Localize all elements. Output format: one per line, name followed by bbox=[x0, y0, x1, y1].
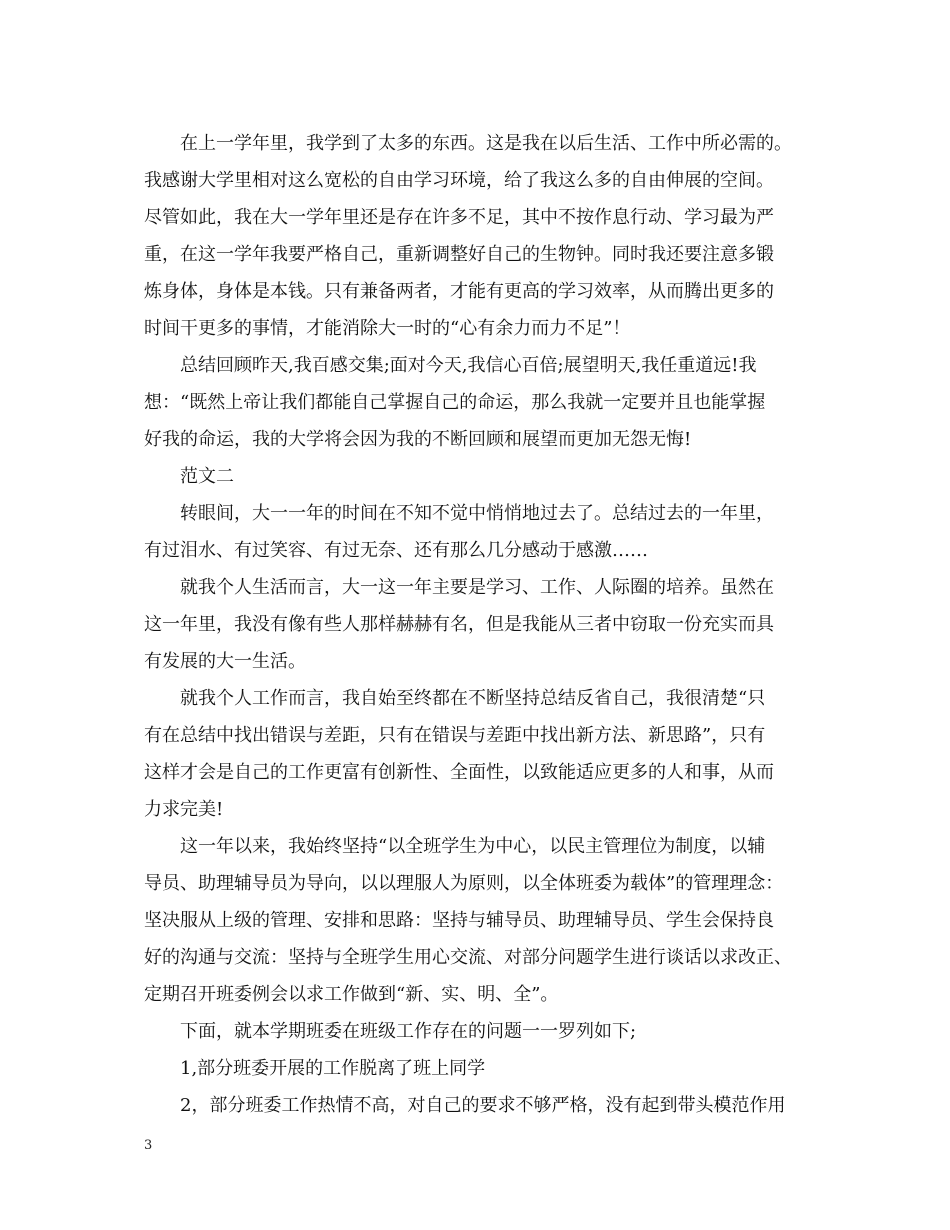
text-line: 这一年以来，我始终坚持“以全班学生为中心，以民主管理位为制度，以辅 bbox=[180, 836, 766, 857]
text-line: 就我个人生活而言，大一这一年主要是学习、工作、人际圈的培养。虽然在 bbox=[180, 577, 774, 598]
text-line: 好我的命运，我的大学将会因为我的不断回顾和展望而更加无怨无悔! bbox=[144, 429, 692, 450]
text-line: 好的沟通与交流：坚持与全班学生用心交流、对部分问题学生进行谈话以求改正、 bbox=[144, 947, 792, 968]
text-line: 在上一学年里，我学到了太多的东西。这是我在以后生活、工作中所必需的。 bbox=[180, 133, 792, 154]
text-line: 有过泪水、有过笑容、有过无奈、还有那么几分感动于感激…… bbox=[144, 540, 648, 561]
page-number: 3 bbox=[144, 1138, 153, 1153]
text-line: 导员、助理辅导员为导向，以以理服人为原则，以全体班委为载体”的管理理念： bbox=[144, 873, 784, 894]
text-line: 定期召开班委例会以求工作做到“新、实、明、全”。 bbox=[144, 984, 559, 1005]
text-line: 2，部分班委工作热情不高，对自己的要求不够严格，没有起到带头模范作用 bbox=[180, 1095, 786, 1116]
text-line: 1,部分班委开展的工作脱离了班上同学 bbox=[180, 1058, 486, 1079]
text-line: 这一年里，我没有像有些人那样赫赫有名，但是我能从三者中窃取一份充实而具 bbox=[144, 614, 774, 635]
text-line: 想：“既然上帝让我们都能自己掌握自己的命运，那么我就一定要并且也能掌握 bbox=[144, 392, 766, 413]
text-line: 下面，就本学期班委在班级工作存在的问题一一罗列如下; bbox=[180, 1021, 637, 1042]
text-line: 时间干更多的事情，才能消除大一时的“心有余力而力不足”！ bbox=[144, 318, 631, 339]
text-line: 转眼间，大一一年的时间在不知不觉中悄悄地过去了。总结过去的一年里， bbox=[180, 503, 774, 524]
text-line: 重，在这一学年我要严格自己，重新调整好自己的生物钟。同时我还要注意多锻 bbox=[144, 244, 774, 265]
text-line: 力求完美! bbox=[144, 799, 224, 820]
text-line: 就我个人工作而言，我自始至终都在不断坚持总结反省自己，我很清楚“只 bbox=[180, 688, 766, 709]
text-line: 有发展的大一生活。 bbox=[144, 651, 306, 672]
text-line: 坚决服从上级的管理、安排和思路：坚持与辅导员、助理辅导员、学生会保持良 bbox=[144, 910, 774, 931]
text-line: 我感谢大学里相对这么宽松的自由学习环境，给了我这么多的自由伸展的空间。 bbox=[144, 170, 774, 191]
text-line: 总结回顾昨天,我百感交集;面对今天,我信心百倍;展望明天,我任重道远!我 bbox=[180, 355, 757, 376]
section-heading: 范文二 bbox=[180, 466, 234, 487]
text-line: 有在总结中找出错误与差距，只有在错误与差距中找出新方法、新思路”，只有 bbox=[144, 725, 766, 746]
text-line: 炼身体，身体是本钱。只有兼备两者，才能有更高的学习效率，从而腾出更多的 bbox=[144, 281, 774, 302]
text-line: 这样才会是自己的工作更富有创新性、全面性，以致能适应更多的人和事，从而 bbox=[144, 762, 774, 783]
text-line: 尽管如此，我在大一学年里还是存在许多不足，其中不按作息行动、学习最为严 bbox=[144, 207, 774, 228]
document-body bbox=[144, 128, 814, 1127]
